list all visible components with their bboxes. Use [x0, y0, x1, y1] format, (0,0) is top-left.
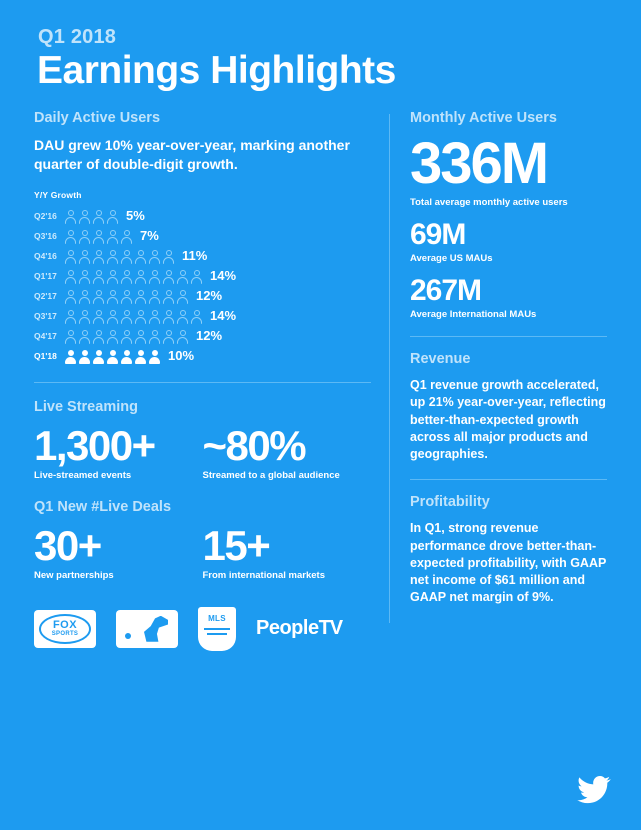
person-icon: [64, 269, 77, 283]
person-icon: [148, 349, 161, 363]
dau-bar-category: Q3'17: [34, 310, 57, 321]
profitability-body: In Q1, strong revenue performance drove better-than-expected profitability, with GAAP net income of $61 million and GAAP net margin of 9%.: [410, 521, 607, 605]
dau-bar-icons: [64, 269, 204, 283]
stat-block: [202, 521, 372, 581]
person-icon: [106, 349, 119, 363]
dau-bar-value: 5%: [126, 208, 145, 224]
peopletv-logo: [256, 617, 342, 640]
person-icon: [120, 349, 133, 363]
mau-intl-caption: Average International MAUs: [410, 309, 537, 321]
person-icon: [64, 229, 77, 243]
stat-caption: From international markets: [202, 569, 325, 581]
person-icon: [92, 229, 105, 243]
person-icon: [92, 209, 105, 223]
stat-caption: New partnerships: [34, 569, 114, 581]
dau-bar-category: Q4'17: [34, 330, 57, 341]
tv-text: TV: [318, 617, 343, 640]
dau-bar-value: 14%: [210, 308, 237, 324]
person-icon: [162, 249, 175, 263]
dau-bar-row: [34, 266, 371, 286]
person-icon: [162, 269, 175, 283]
dau-bar-value: 10%: [168, 348, 195, 364]
mls-logo-text: MLS: [208, 613, 226, 623]
revenue-body: Q1 revenue growth accelerated, up 21% year-over-year, reflecting better-than-expected growth across all major products and geographies.: [410, 378, 606, 462]
dau-chart: [34, 206, 371, 366]
person-icon: [78, 209, 91, 223]
person-icon: [106, 269, 119, 283]
live-streaming-stats: [34, 421, 371, 485]
dau-bar-icons: [64, 329, 190, 343]
divider-right-1: [410, 336, 607, 337]
revenue-section: [410, 351, 607, 463]
live-deals-title: Q1 New #Live Deals: [34, 498, 172, 515]
divider-right-2: [410, 479, 607, 480]
person-icon: [64, 249, 77, 263]
dau-bar-category: Q2'16: [34, 210, 57, 221]
person-icon: [92, 349, 105, 363]
stat-block: [34, 521, 203, 581]
fox-sports-logo: [34, 610, 96, 648]
person-icon: [92, 269, 105, 283]
quarter-kicker: Q1 2018: [38, 26, 117, 48]
person-icon: [162, 329, 175, 343]
live-deals-section: [34, 499, 371, 585]
fox-logo-bottom: SPORTS: [51, 631, 79, 638]
person-icon: [190, 309, 203, 323]
person-icon: [134, 249, 147, 263]
person-icon: [78, 349, 91, 363]
mau-section-title: Monthly Active Users: [410, 109, 557, 126]
person-icon: [176, 329, 189, 343]
dau-bar-category: Q4'16: [34, 250, 57, 261]
person-icon: [78, 329, 91, 343]
dau-section-title: Daily Active Users: [34, 109, 161, 126]
fox-logo-top: FOX: [52, 619, 78, 632]
person-icon: [64, 289, 77, 303]
person-icon: [92, 329, 105, 343]
person-icon: [106, 309, 119, 323]
mau-us-value: 69M: [410, 218, 466, 252]
page-title: Earnings Highlights: [37, 49, 396, 92]
left-column: [34, 110, 389, 651]
person-icon: [176, 309, 189, 323]
person-icon: [162, 289, 175, 303]
stat-caption: Live-streamed events: [34, 469, 132, 481]
partner-logos: [34, 607, 371, 651]
live-deals-stats: [34, 521, 371, 585]
dau-bar-value: 14%: [210, 268, 237, 284]
stat-caption: Streamed to a global audience: [202, 469, 340, 481]
dau-bar-row: [34, 226, 371, 246]
person-icon: [176, 289, 189, 303]
person-icon: [64, 209, 77, 223]
right-column: [390, 110, 607, 651]
person-icon: [134, 289, 147, 303]
mls-bar-2: [207, 633, 227, 636]
dau-bar-row: [34, 206, 371, 226]
mau-total-value: 336M: [410, 130, 548, 196]
mau-us-caption: Average US MAUs: [410, 253, 493, 265]
person-icon: [120, 309, 133, 323]
person-icon: [78, 269, 91, 283]
content-columns: [34, 110, 607, 651]
dau-bar-row: [34, 246, 371, 266]
person-icon: [78, 229, 91, 243]
mlb-dot-icon: [125, 633, 131, 639]
person-icon: [78, 249, 91, 263]
person-icon: [92, 289, 105, 303]
dau-bar-icons: [64, 349, 162, 363]
person-icon: [106, 289, 119, 303]
dau-bar-category: Q1'18: [34, 350, 57, 361]
daily-active-users-section: [34, 110, 371, 366]
person-icon: [120, 229, 133, 243]
stat-value: 1,300+: [34, 421, 155, 469]
person-icon: [92, 249, 105, 263]
person-icon: [148, 329, 161, 343]
person-icon: [106, 209, 119, 223]
dau-bar-value: 12%: [196, 328, 223, 344]
dau-bar-category: Q1'17: [34, 270, 57, 281]
stat-block: [202, 421, 372, 481]
stat-value: 15+: [202, 521, 270, 569]
spacer: [34, 485, 371, 499]
person-icon: [148, 269, 161, 283]
revenue-title: Revenue: [410, 351, 471, 368]
person-icon: [78, 289, 91, 303]
mls-logo: [198, 607, 236, 651]
dau-bar-row: [34, 346, 371, 366]
stat-value: 30+: [34, 521, 101, 569]
person-icon: [92, 309, 105, 323]
person-icon: [162, 309, 175, 323]
divider-left-1: [34, 382, 371, 383]
person-icon: [134, 269, 147, 283]
dau-bar-icons: [64, 249, 176, 263]
person-icon: [106, 229, 119, 243]
dau-bar-value: 11%: [182, 248, 208, 264]
dau-bar-row: [34, 286, 371, 306]
person-icon: [120, 269, 133, 283]
dau-bar-row: [34, 326, 371, 346]
twitter-bird-icon: [577, 776, 611, 804]
person-icon: [78, 309, 91, 323]
stat-value: ~80%: [202, 421, 306, 469]
person-icon: [120, 329, 133, 343]
profitability-section: [410, 494, 607, 606]
dau-bar-row: [34, 306, 371, 326]
person-icon: [64, 329, 77, 343]
person-icon: [134, 329, 147, 343]
dau-bar-icons: [64, 289, 190, 303]
person-icon: [190, 269, 203, 283]
person-icon: [64, 309, 77, 323]
monthly-active-users-section: [410, 110, 607, 320]
mlb-logo: [116, 610, 178, 648]
people-text: People: [256, 617, 319, 640]
person-icon: [134, 349, 147, 363]
person-icon: [64, 349, 77, 363]
person-icon: [134, 309, 147, 323]
person-icon: [176, 269, 189, 283]
live-streaming-section: [34, 399, 371, 485]
mau-total-caption: Total average monthly active users: [410, 197, 568, 209]
person-icon: [106, 329, 119, 343]
live-streaming-title: Live Streaming: [34, 398, 138, 415]
person-icon: [148, 309, 161, 323]
dau-bar-icons: [64, 229, 134, 243]
person-icon: [148, 249, 161, 263]
dau-bar-value: 7%: [140, 228, 159, 244]
profitability-title: Profitability: [410, 494, 490, 511]
person-icon: [148, 289, 161, 303]
person-icon: [120, 249, 133, 263]
dau-bar-category: Q2'17: [34, 290, 57, 301]
dau-lede: DAU grew 10% year-over-year, marking another quarter of double-digit growth.: [34, 136, 350, 172]
dau-bar-icons: [64, 309, 204, 323]
person-icon: [106, 249, 119, 263]
page-header: [34, 26, 607, 92]
person-icon: [120, 289, 133, 303]
dau-bar-icons: [64, 209, 120, 223]
mau-intl-value: 267M: [410, 274, 482, 308]
mls-bar-1: [204, 628, 230, 631]
stat-block: [34, 421, 203, 481]
mlb-batter-icon: [144, 616, 168, 642]
dau-bar-value: 12%: [196, 288, 223, 304]
dau-chart-label: Y/Y Growth: [34, 189, 82, 200]
dau-bar-category: Q3'16: [34, 230, 57, 241]
